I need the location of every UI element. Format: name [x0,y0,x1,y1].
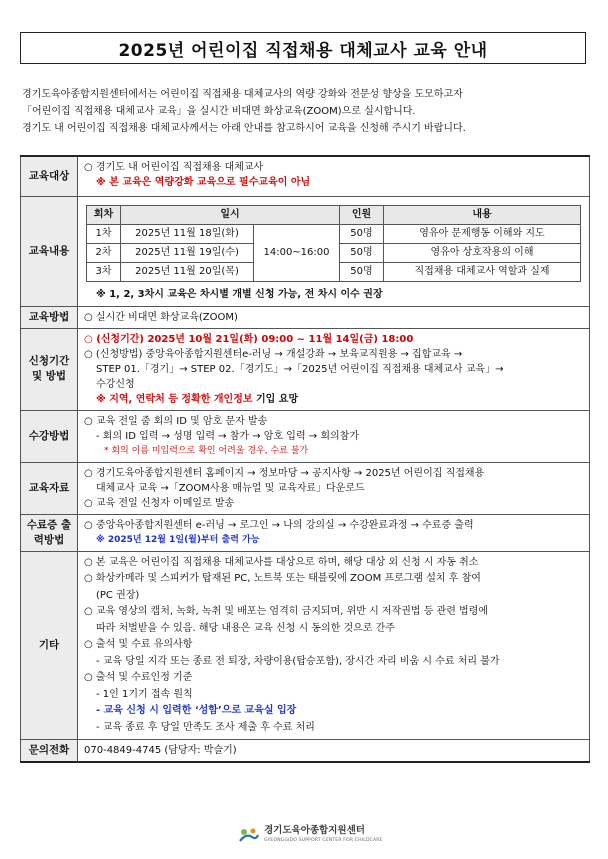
session-date: 2025년 11월 18일(화) [121,224,254,243]
session-count: 50명 [340,262,384,281]
session-no: 3차 [87,262,121,281]
session-topic: 직접채용 대체교사 역할과 실제 [384,262,581,281]
attend-note: * 회의 이름 미입력으로 확인 어려울 경우, 수료 불가 [104,445,309,456]
etc-line-10: - 교육 신청 시 입력한 ‘성함’으로 교육실 입장 [96,705,297,716]
intro-line-1: 경기도육아종합지원센터에서는 어린이집 직접채용 대체교사의 역량 강화와 전문성 향상을 도모하고자 [22,89,463,100]
apply-method-3: 수강신청 [96,378,135,390]
materials-line-3: ○ 교육 전일 신청자 이메일로 발송 [84,497,235,509]
attend-line-2: - 회의 ID 입력 → 성명 입력 → 참가 → 암호 입력 → 회의참가 [96,430,359,442]
info-table [20,155,590,763]
cert-line-1: ○ 중앙육아종합지원센터 e-러닝 → 로그인 → 나의 강의실 → 수강완료과정 → 수료증 출력 [84,519,474,531]
apply-method-2: STEP 01.「경기」→ STEP 02.「경기도」→「2025년 어린이집 직접채용 대체교사 교육」→ [96,363,504,375]
cell-contact [78,740,590,763]
session-count: 50명 [340,243,384,262]
label-content: 교육내용 [21,196,78,306]
apply-note [84,392,583,407]
session-time: 14:00~16:00 [254,224,340,281]
target-line-1: ○ 경기도 내 어린이집 직접채용 대체교사 [84,162,264,173]
intro-paragraph [22,86,588,137]
schedule-note: ※ 1, 2, 3차시 교육은 차시별 개별 신청 가능, 전 차시 이수 권장 [96,288,383,300]
row-contact [21,740,590,763]
label-contact: 문의전화 [21,740,78,763]
session-topic: 영유아 상호작용의 이해 [384,243,581,262]
session-topic: 영유아 문제행동 이해와 지도 [384,224,581,243]
materials-line-2: 대체교사 교육 →「ZOOM사용 매뉴얼 및 교육자료」다운로드 [96,482,365,494]
page-title-text: 2025년 어린이집 직접채용 대체교사 교육 안내 [118,40,488,61]
footer-org-en: GYEONGGIDO SUPPORT CENTER FOR CHILDCARE [264,838,383,843]
target-note: ※ 본 교육은 역량강화 교육으로 필수교육이 아님 [96,177,311,188]
schedule-header-row [87,205,581,224]
schedule-header-topic: 내용 [384,205,581,224]
row-cert [21,514,590,551]
label-materials: 교육자료 [21,462,78,514]
session-date: 2025년 11월 19일(수) [121,243,254,262]
cell-content [78,196,590,306]
row-apply [21,328,590,410]
row-target [21,156,590,196]
row-method [21,306,590,328]
etc-line-6: ○ 출석 및 수료 유의사항 [84,639,193,650]
cell-materials [78,462,590,514]
apply-period: ○ (신청기간) 2025년 10월 21일(화) 09:00 ~ 11월 14일(금) 18:00 [84,333,414,345]
schedule-header-no: 회차 [87,205,121,224]
etc-line-8: ○ 출석 및 수료인정 기준 [84,672,193,683]
cell-target [78,156,590,196]
label-attend: 수강방법 [21,410,78,462]
cert-note: ※ 2025년 12월 1일(월)부터 출력 가능 [96,534,260,545]
intro-line-2: 「어린이집 직접채용 대체교사 교육」을 실시간 비대면 화상교육(ZOOM)으로 실시합니다. [22,106,416,117]
footer-org-ko: 경기도육아종합지원센터 [264,825,365,836]
row-attend [21,410,590,462]
schedule-row [87,224,581,243]
method-line-1: ○ 실시간 비대면 화상교육(ZOOM) [84,311,238,323]
schedule-table [86,205,581,282]
label-apply: 신청기간 및 방법 [21,328,78,410]
contact-line-1: 070-4849-4745 (담당자: 박슬기) [84,745,237,756]
label-etc: 기타 [21,551,78,740]
schedule-header-count: 인원 [340,205,384,224]
intro-line-3: 경기도 내 어린이집 직접채용 대체교사께서는 아래 안내를 참고하시어 교육을 신청해 주시기 바랍니다. [22,123,466,134]
center-logo-icon [238,827,260,845]
etc-line-4: ○ 교육 영상의 캡처, 녹화, 녹취 및 배포는 엄격히 금지되며, 위반 시 저작권법 등 관련 법령에 [84,606,489,617]
cell-etc [78,551,590,740]
cell-attend [78,410,590,462]
etc-line-7: - 교육 당일 지각 또는 종료 전 퇴장, 차량이용(탑승포함), 장시간 자리 비움 시 수료 처리 불가 [96,655,500,667]
apply-note-rest: 기입 요망 [252,393,299,405]
cell-cert [78,514,590,551]
attend-line-1: ○ 교육 전일 줌 회의 ID 및 암호 문자 발송 [84,415,268,427]
row-materials [21,462,590,514]
materials-line-1: ○ 경기도육아종합지원센터 홈페이지 → 정보마당 → 공지사항 → 2025년 어린이집 직접채용 [84,467,485,479]
session-count: 50명 [340,224,384,243]
page-title [20,32,586,64]
label-target: 교육대상 [21,156,78,196]
row-etc [21,551,590,740]
apply-note-red: ※ 지역, 연락처 등 정확한 개인정보 [96,393,253,405]
session-no: 2차 [87,243,121,262]
schedule-header-date: 일시 [121,205,340,224]
session-no: 1차 [87,224,121,243]
footer-org-name [264,826,383,846]
etc-line-3: (PC 권장) [96,589,140,601]
etc-line-9: - 1인 1기기 접속 원칙 [96,688,193,700]
label-cert: 수료증 출력방법 [21,514,78,551]
footer-logo [238,826,383,846]
etc-line-2: ○ 화상카메라 및 스피커가 탑재된 PC, 노트북 또는 태블릿에 ZOOM 프로그램 설치 후 참여 [84,573,481,584]
session-date: 2025년 11월 20일(목) [121,262,254,281]
cell-method [78,306,590,328]
etc-line-1: ○ 본 교육은 어린이집 직접채용 대체교사를 대상으로 하며, 해당 대상 외 신청 시 자동 취소 [84,556,479,568]
apply-method-1: ○ (신청방법) 중앙육아종합지원센터e-러닝 → 개설강좌 → 보육교직원용 → 집합교육 → [84,348,463,360]
cell-apply [78,328,590,410]
row-content [21,196,590,306]
label-method: 교육방법 [21,306,78,328]
etc-line-5: 따라 처벌받을 수 있음. 해당 내용은 교육 신청 시 동의한 것으로 간주 [96,622,395,634]
etc-line-11: - 교육 종료 후 당일 만족도 조사 제출 후 수료 처리 [96,721,315,733]
